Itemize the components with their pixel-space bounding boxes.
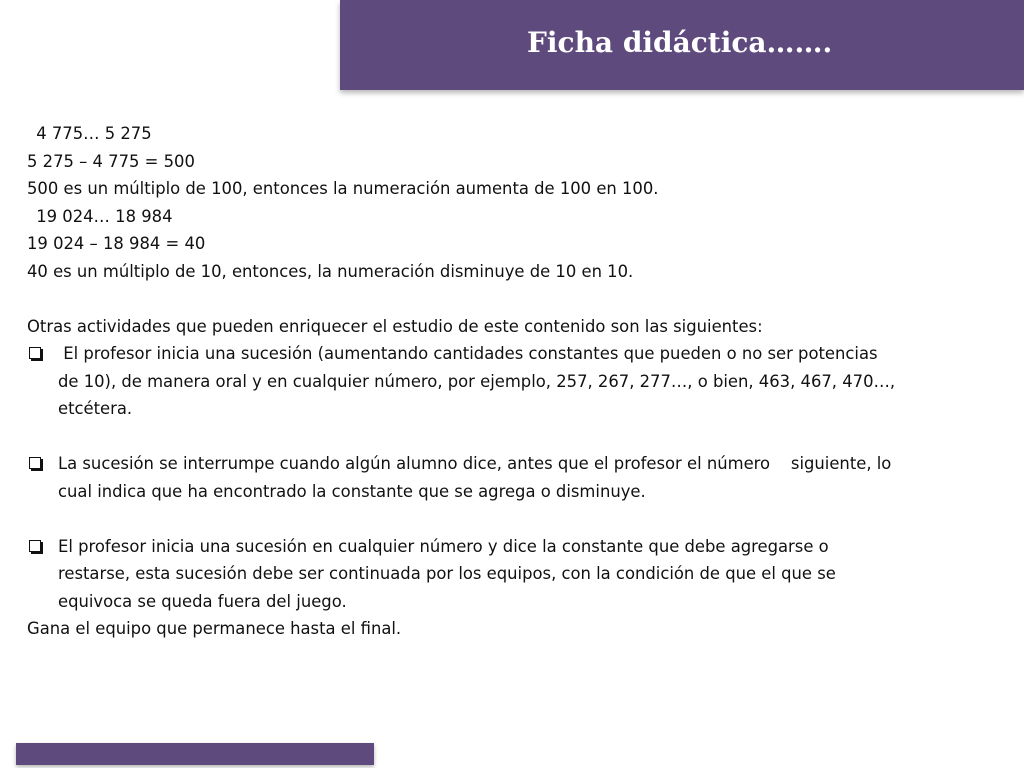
bullet-item-3 <box>27 533 1002 616</box>
page-title: Ficha didáctica……. <box>527 26 833 59</box>
checkbox-bullet-icon <box>29 457 41 469</box>
bullet-3-line-3: equivoca se queda fuera del juego. <box>58 591 347 611</box>
bullet-3-line-2: restarse, esta sucesión debe ser continuada por los equipos, con la condición de que el que se <box>58 564 836 583</box>
bullet-2-line-1: La sucesión se interrumpe cuando algún alumno dice, antes que el profesor el número siguiente, lo <box>58 454 892 473</box>
bullet-2-line-2: cual indica que ha encontrado la constante que se agrega o disminuye. <box>58 481 646 501</box>
sequence-example-1: 4 775… 5 275 <box>31 124 152 143</box>
bullet-1-line-1: El profesor inicia una sucesión (aumentando cantidades constantes que pueden o no ser potencias <box>58 344 878 363</box>
explanation-2: 40 es un múltiplo de 10, entonces, la numeración disminuye de 10 en 10. <box>27 261 634 281</box>
checkbox-bullet-icon <box>29 540 41 552</box>
difference-1: 5 275 – 4 775 = 500 <box>27 151 195 171</box>
spacer <box>27 505 1002 533</box>
sequence-example-2: 19 024… 18 984 <box>31 206 173 226</box>
checkbox-bullet-icon <box>29 347 41 359</box>
bullet-item-2 <box>27 450 1002 505</box>
spacer <box>27 285 1002 313</box>
title-banner <box>340 0 1024 90</box>
bullet-1-line-2: de 10), de manera oral y en cualquier número, por ejemplo, 257, 267, 277…, o bien, 463, 467, 470…, <box>58 371 896 391</box>
bullet-item-1 <box>27 340 1002 423</box>
closing-line: Gana el equipo que permanece hasta el final. <box>27 619 402 638</box>
slide-body <box>27 120 1002 643</box>
bullet-3-line-1: El profesor inicia una sucesión en cualquier número y dice la constante que debe agregarse o <box>58 536 829 556</box>
explanation-1: 500 es un múltiplo de 100, entonces la numeración aumenta de 100 en 100. <box>27 179 659 198</box>
bullet-1-line-3: etcétera. <box>58 399 133 418</box>
activities-intro: Otras actividades que pueden enriquecer el estudio de este contenido son las siguientes: <box>27 316 763 336</box>
difference-2: 19 024 – 18 984 = 40 <box>27 234 206 253</box>
spacer <box>27 423 1002 451</box>
footer-accent-bar <box>16 743 374 765</box>
